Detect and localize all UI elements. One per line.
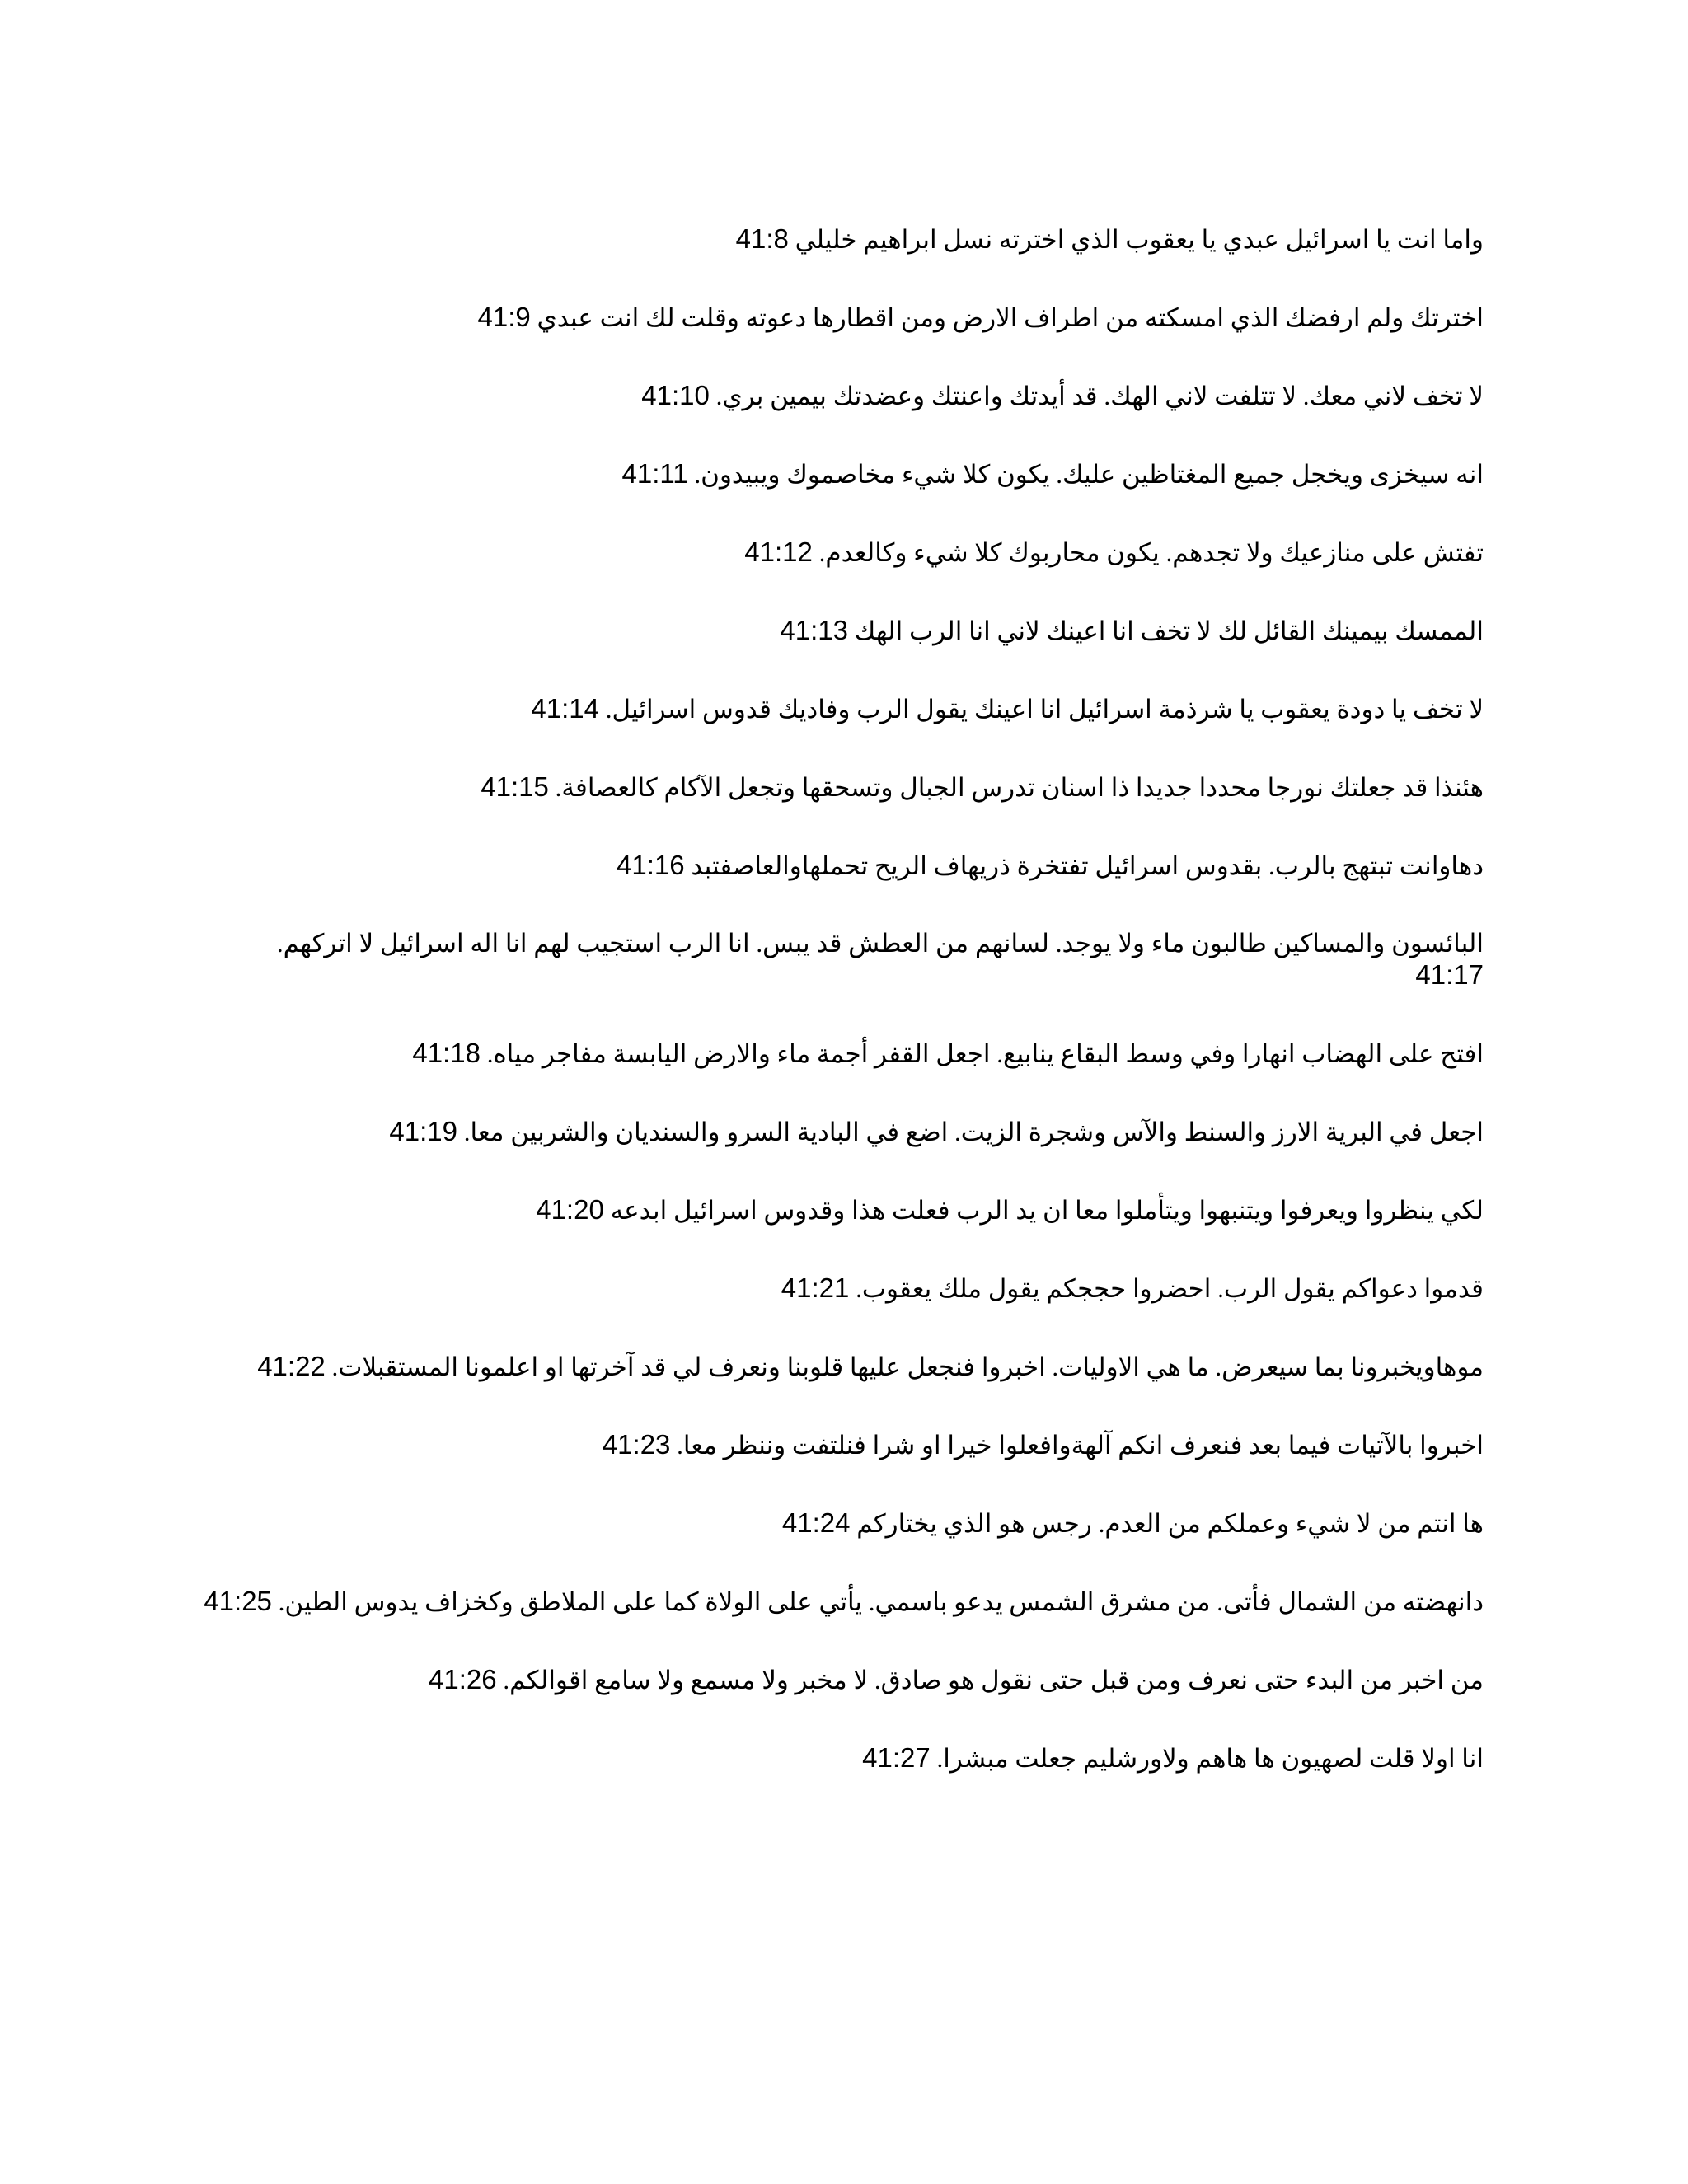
- verse-reference: 41:22: [257, 1351, 326, 1381]
- verse-reference: 41:8: [735, 223, 789, 254]
- verse-text: هئنذا قد جعلتك نورجا محددا جديدا ذا اسنان تدرس الجبال وتسحقها وتجعل الآكام كالعصافة.: [555, 773, 1484, 802]
- verse-text: الممسك بيمينك القائل لك لا تخف انا اعينك لاني انا الرب الهك: [854, 616, 1484, 645]
- verse: [198, 693, 1484, 746]
- verse: [198, 850, 1484, 902]
- verse-reference: 41:16: [616, 850, 685, 880]
- verse-reference: 41:20: [536, 1194, 604, 1225]
- verse-text: لا تخف لاني معك. لا تتلفت لاني الهك. قد أيدتك واعنتك وعضدتك بيمين بري.: [715, 382, 1484, 410]
- verse: [198, 1272, 1484, 1325]
- verse: [198, 615, 1484, 668]
- verse-text: اجعل في البرية الارز والسنط والآس وشجرة الزيت. اضع في البادية السرو والسنديان والشربين معا.: [463, 1118, 1484, 1146]
- verse: [198, 1194, 1484, 1247]
- verse: [198, 223, 1484, 276]
- verse-reference: 41:19: [389, 1116, 457, 1146]
- verse-text: تفتش على منازعيك ولا تجدهم. يكون محاربوك كلا شيء وكالعدم.: [818, 538, 1484, 567]
- verse: [198, 1038, 1484, 1090]
- verse-text: انا اولا قلت لصهيون ها هاهم ولاورشليم جعلت مبشرا.: [936, 1744, 1484, 1773]
- verse-reference: 41:15: [481, 771, 549, 802]
- verse-reference: 41:14: [531, 693, 599, 724]
- verse: [198, 771, 1484, 824]
- verse-reference: 41:21: [781, 1272, 850, 1303]
- verse-text: دهاوانت تبتهج بالرب. بقدوس اسرائيل تفتخرة ذريهاف الريح تحملهاوالعاصفتبد: [691, 851, 1484, 880]
- verse: [198, 380, 1484, 433]
- verse-reference: 41:11: [621, 458, 688, 489]
- verse-text: من اخبر من البدء حتى نعرف ومن قبل حتى نقول هو صادق. لا مخبر ولا مسمع ولا سامع اقوالكم.: [503, 1666, 1484, 1694]
- verse-reference: 41:24: [781, 1507, 851, 1538]
- verse: [198, 302, 1484, 354]
- verse-text: ها انتم من لا شيء وعملكم من العدم. رجس هو الذي يختاركم: [856, 1509, 1484, 1538]
- verse-text: اخبروا بالآتيات فيما بعد فنعرف انكم آلهةوافعلوا خيرا او شرا فنلتفت وننظر معا.: [677, 1431, 1484, 1460]
- verse-text: البائسون والمساكين طالبون ماء ولا يوجد. لسانهم من العطش قد يبس. انا الرب استجيب لهم انا اله اسرائيل لا اتركهم.: [276, 929, 1484, 958]
- verse-text: لا تخف يا دودة يعقوب يا شرذمة اسرائيل انا اعينك يقول الرب وفاديك قدوس اسرائيل.: [605, 695, 1484, 724]
- verse-text: لكي ينظروا ويعرفوا ويتنبهوا ويتأملوا معا ان يد الرب فعلت هذا وقدوس اسرائيل ابدعه: [610, 1196, 1484, 1225]
- verse-reference: 41:23: [602, 1429, 671, 1460]
- verse-reference: 41:12: [744, 537, 813, 567]
- verse-text: قدموا دعواكم يقول الرب. احضروا حججكم يقول ملك يعقوب.: [856, 1274, 1484, 1303]
- verse: [198, 1586, 1484, 1638]
- verse-text: اخترتك ولم ارفضك الذي امسكته من اطراف الارض ومن اقطارها دعوته وقلت لك انت عبدي: [537, 303, 1484, 332]
- verse-reference: 41:10: [641, 380, 710, 410]
- verse-reference: 41:9: [477, 302, 531, 332]
- verse: [198, 1507, 1484, 1560]
- verse: [198, 1429, 1484, 1482]
- verse-text: واما انت يا اسرائيل عبدي يا يعقوب الذي اخترته نسل ابراهيم خليلي: [795, 225, 1484, 254]
- verse-reference: 41:17: [1415, 959, 1484, 990]
- verse-reference: 41:13: [780, 615, 849, 645]
- verse: [198, 458, 1484, 511]
- verse: [198, 1116, 1484, 1169]
- verse: [198, 1664, 1484, 1717]
- verse-reference: 41:25: [204, 1586, 272, 1616]
- verse-text: افتح على الهضاب انهارا وفي وسط البقاع ينابيع. اجعل القفر أجمة ماء والارض اليابسة مفاجر مياه.: [486, 1039, 1484, 1068]
- verse: [198, 928, 1484, 1012]
- verse: [198, 1351, 1484, 1404]
- verse: [198, 1742, 1484, 1795]
- verse-reference: 41:27: [862, 1742, 931, 1773]
- verse-reference: 41:26: [429, 1664, 497, 1694]
- verse-text: دانهضته من الشمال فأتى. من مشرق الشمس يدعو باسمي. يأتي على الولاة كما على الملاطق وكخزاف يدوس الطين.: [278, 1587, 1484, 1616]
- verse-text: موهاويخبرونا بما سيعرض. ما هي الاوليات. اخبروا فنجعل عليها قلوبنا ونعرف لي قد آخرتها او اعلمونا المستقبلات.: [331, 1352, 1484, 1381]
- verse: [198, 537, 1484, 589]
- verse-list: [198, 198, 1484, 1821]
- verse-text: انه سيخزى ويخجل جميع المغتاظين عليك. يكون كلا شيء مخاصموك ويبيدون.: [694, 460, 1484, 489]
- verse-reference: 41:18: [412, 1038, 481, 1068]
